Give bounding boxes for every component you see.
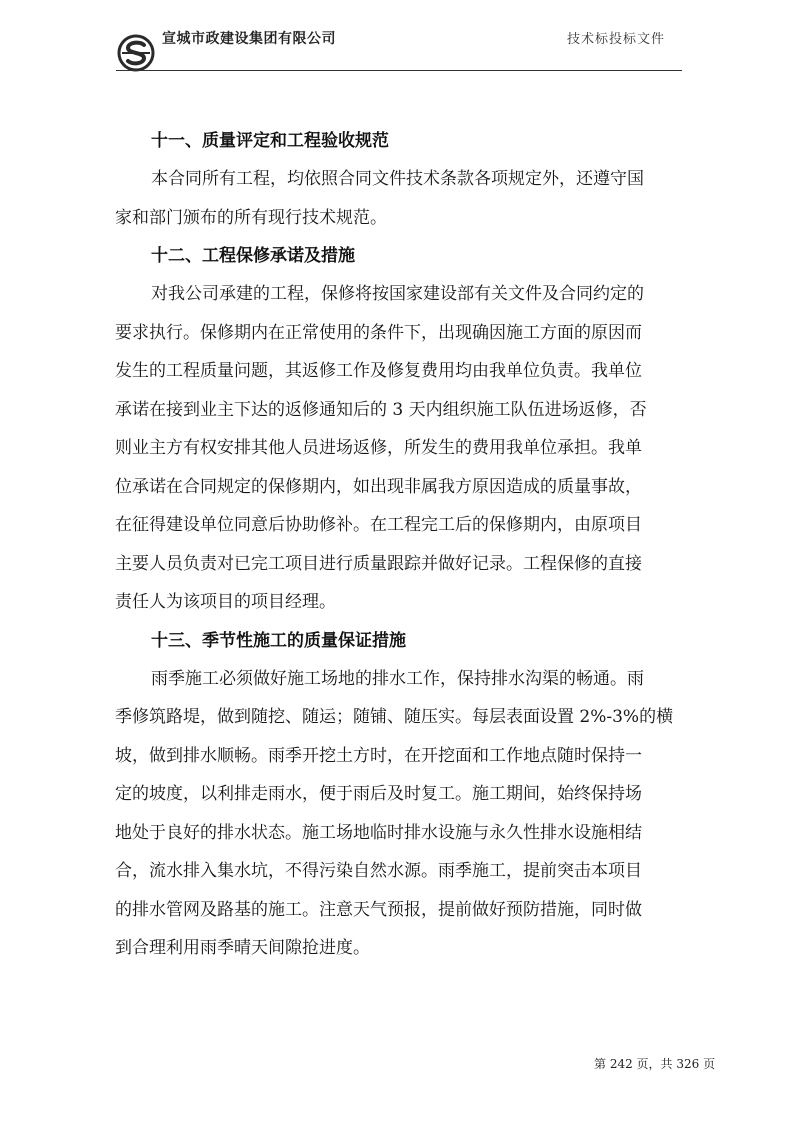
company-logo-icon [116, 33, 156, 73]
text-line: 雨季施工必须做好施工场地的排水工作，保持排水沟渠的畅通。雨 [151, 668, 644, 689]
section-heading: 十二、工程保修承诺及措施 [151, 246, 355, 266]
paragraph [115, 160, 687, 237]
text-line: 则业主方有权安排其他人员进场返修，所发生的费用我单位承担。我单 [115, 438, 642, 458]
text-line: 发生的工程质量问题，其返修工作及修复费用均由我单位负责。我单位 [115, 361, 642, 381]
text-line: 定的坡度，以利排走雨水，便于雨后及时复工。施工期间，始终保持场 [115, 784, 642, 804]
text-line: 到合理利用雨季晴天间隙抢进度。 [115, 938, 370, 958]
text-line: 的排水管网及路基的施工。注意天气预报，提前做好预防措施，同时做 [115, 899, 642, 920]
text-line: 承诺在接到业主下达的返修通知后的 3 天内组织施工队伍进场返修，否 [115, 399, 647, 420]
text-line: 责任人为该项目的项目经理。 [115, 592, 336, 612]
paragraph [115, 660, 687, 968]
section-heading: 十一、质量评定和工程验收规范 [151, 131, 389, 151]
paragraph [115, 275, 687, 622]
section-quality-evaluation [115, 122, 687, 237]
header-divider [116, 70, 682, 71]
document-body [115, 122, 687, 968]
section-heading: 十三、季节性施工的质量保证措施 [151, 630, 406, 651]
company-name: 宣城市政建设集团有限公司 [162, 31, 336, 47]
text-line: 季修筑路堤，做到随挖、随运；随铺、随压实。每层表面设置 2%-3%的横 [115, 707, 674, 727]
document-type: 技术标投标文件 [567, 32, 666, 47]
text-line: 本合同所有工程，均依照合同文件技术条款各项规定外，还遵守国 [151, 169, 644, 189]
section-seasonal-construction [115, 622, 687, 968]
text-line: 对我公司承建的工程，保修将按国家建设部有关文件及合同约定的 [151, 284, 644, 304]
text-line: 位承诺在合同规定的保修期内，如出现非属我方原因造成的质量事故， [115, 476, 642, 497]
text-line: 合，流水排入集水坑，不得污染自然水源。雨季施工，提前突击本项目 [115, 861, 642, 881]
text-line: 要求执行。保修期内在正常使用的条件下，出现确因施工方面的原因而 [115, 322, 642, 343]
text-line: 家和部门颁布的所有现行技术规范。 [115, 207, 387, 228]
text-line: 地处于良好的排水状态。施工场地临时排水设施与永久性排水设施相结 [115, 822, 642, 843]
section-warranty [115, 237, 687, 622]
page-header [0, 0, 793, 80]
page-number: 第 242 页，共 326 页 [594, 1057, 716, 1071]
text-line: 坡，做到排水顺畅。雨季开挖土方时，在开挖面和工作地点随时保持一 [115, 745, 642, 766]
text-line: 在征得建设单位同意后协助修补。在工程完工后的保修期内，由原项目 [115, 515, 642, 535]
text-line: 主要人员负责对已完工项目进行质量跟踪并做好记录。工程保修的直接 [115, 553, 642, 574]
